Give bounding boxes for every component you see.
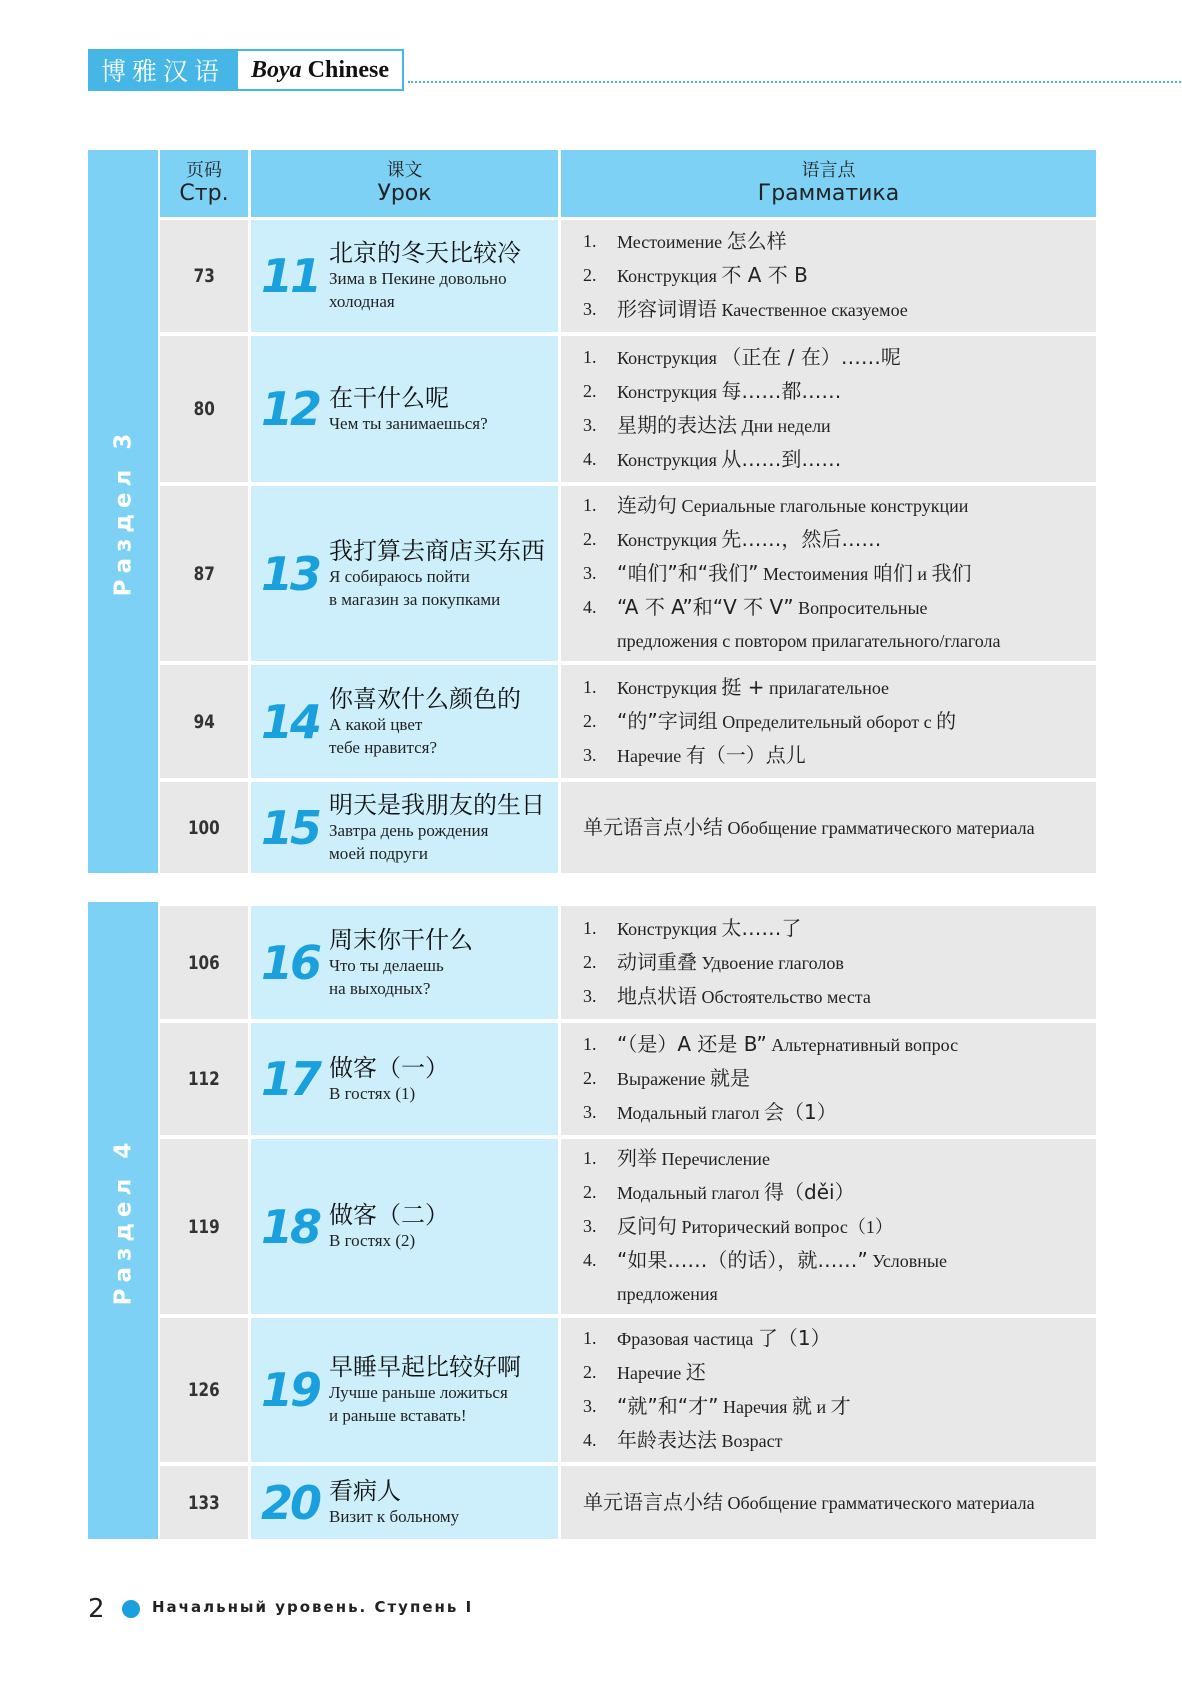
grammar-term-ru: Удвоение глаголов — [701, 952, 844, 973]
grammar-item — [583, 1096, 1096, 1130]
lesson-titles — [329, 1200, 449, 1253]
lesson-cell — [251, 220, 558, 332]
grammar-item-number: 3. — [583, 1102, 597, 1122]
grammar-term-ru: Наречие — [617, 1363, 682, 1383]
grammar-term-cn: 连动句 — [617, 493, 677, 517]
grammar-item — [583, 1322, 1096, 1356]
brand-banner — [88, 49, 404, 91]
table-row — [160, 336, 1096, 482]
brand-english-italic: Boya — [250, 56, 302, 83]
grammar-cell — [561, 220, 1096, 332]
page-number-value: 133 — [188, 1491, 220, 1514]
section-3-bar — [88, 150, 158, 873]
grammar-item-text — [617, 946, 844, 980]
grammar-term-ru: Альтернативный вопрос — [771, 1035, 959, 1055]
grammar-cell — [561, 782, 1096, 873]
lesson-number: 19 — [260, 1363, 319, 1417]
lesson-title-ru: Лучше раньше ложиться и раньше вставать! — [329, 1383, 508, 1425]
grammar-term-ru: Модальный глагол — [617, 1103, 760, 1123]
lesson-title-ru: Чем ты занимаешься? — [329, 413, 488, 433]
page-number-value: 80 — [193, 398, 215, 420]
grammar-item — [583, 1176, 1096, 1210]
grammar-item — [583, 293, 1096, 327]
grammar-item — [583, 375, 1096, 409]
grammar-term-cn: 得（děi） — [764, 1180, 855, 1204]
grammar-item-text — [617, 523, 881, 557]
grammar-term-cn: 先……，然后…… — [721, 527, 882, 551]
lesson-title-cn: 北京的冬天比较冷 — [329, 239, 521, 268]
grammar-item — [583, 225, 1096, 259]
grammar-item-text — [617, 259, 808, 293]
grammar-item — [583, 1244, 1096, 1278]
page-cell — [160, 665, 248, 778]
section-3-label: Раздел 3 — [110, 427, 136, 596]
page-number: 2 — [88, 1594, 105, 1624]
grammar-term-ru: Обстоятельство места — [701, 986, 871, 1007]
grammar-item-number: 3. — [583, 1216, 597, 1236]
page-number-value: 87 — [193, 562, 215, 585]
grammar-term-ru: Конструкция — [617, 450, 717, 470]
grammar-item-number: 1. — [583, 1148, 597, 1168]
grammar-term-cn: “A 不 A”和“V 不 V” — [617, 595, 794, 619]
grammar-summary — [583, 1487, 1096, 1519]
grammar-term-cn: 太……了 — [721, 915, 802, 940]
lesson-number: 12 — [260, 382, 319, 436]
table-row — [160, 1023, 1096, 1135]
grammar-item-number: 3. — [583, 299, 597, 319]
grammar-item-text — [617, 1322, 831, 1356]
grammar-item-text — [617, 912, 801, 946]
lesson-title-cn: 做客（一） — [329, 1053, 449, 1082]
grammar-item-number: 4. — [583, 1430, 597, 1450]
lesson-title-ru: Я собираюсь пойти в магазин за покупками — [329, 566, 501, 609]
grammar-term-ru: Конструкция — [617, 530, 717, 550]
grammar-item-number: 3. — [583, 985, 597, 1006]
page-cell — [160, 782, 248, 873]
grammar-summary-ru: Обобщение грамматического материала — [727, 1492, 1035, 1513]
lesson-number: 13 — [260, 546, 319, 601]
grammar-item-text — [617, 591, 928, 625]
table-row — [160, 906, 1096, 1019]
grammar-item — [583, 259, 1096, 293]
grammar-term-cn: 就是 — [710, 1066, 751, 1090]
grammar-term-cn: 地点状语 — [617, 983, 697, 1008]
grammar-term-cn: 的 — [936, 708, 957, 733]
grammar-term-cn: “（是）A 还是 B” — [617, 1032, 767, 1056]
lesson-titles — [329, 790, 545, 866]
table-row — [160, 665, 1096, 778]
grammar-term-cn: “如果……（的话），就……” — [617, 1248, 868, 1272]
grammar-item-text — [617, 1244, 947, 1278]
grammar-item-text — [617, 341, 901, 375]
grammar-term-ru: Риторический вопрос（1） — [681, 1217, 893, 1237]
grammar-term-cn: 挺 + — [721, 674, 765, 699]
lesson-title-cn: 早睡早起比较好啊 — [329, 1353, 521, 1382]
lesson-title-ru: Завтра день рождения моей подруги — [329, 820, 489, 863]
grammar-item — [583, 912, 1096, 946]
column-lesson-cn: 课文 — [386, 159, 423, 181]
section-4-label: Раздел 4 — [110, 1136, 136, 1305]
grammar-item — [583, 489, 1096, 523]
grammar-item-text — [617, 225, 787, 259]
grammar-term-ru: Конструкция — [617, 266, 717, 286]
page-cell — [160, 1318, 248, 1462]
lesson-title-cn: 在干什么呢 — [329, 383, 449, 412]
column-page-ru: Стр. — [179, 181, 229, 207]
footer-level-text: Начальный уровень. Ступень I — [152, 1598, 474, 1616]
grammar-term-ru: Фразовая частица — [617, 1329, 754, 1349]
lesson-number: 16 — [260, 935, 319, 990]
lesson-cell — [251, 782, 558, 873]
grammar-term-ru: Дни недели — [741, 416, 831, 436]
grammar-summary-cn: 单元语言点小结 — [583, 814, 723, 839]
grammar-term-cn: 列举 — [617, 1146, 657, 1170]
grammar-item-text — [617, 671, 889, 705]
grammar-item-number: 2. — [583, 381, 597, 401]
grammar-term-ru: Определительный оборот с — [722, 711, 932, 732]
page-number-value: 73 — [193, 265, 215, 287]
grammar-term-cn: 星期的表达法 — [617, 413, 737, 437]
grammar-term-cn: “的”字词组 — [617, 708, 718, 733]
page-cell — [160, 220, 248, 332]
grammar-term-ru: Конструкция — [617, 918, 717, 939]
page-number-value: 100 — [188, 816, 220, 839]
grammar-cell — [561, 1023, 1096, 1135]
grammar-term-cn: 反问句 — [617, 1214, 677, 1238]
grammar-term-cn: 从……到…… — [721, 447, 842, 471]
grammar-item-number: 1. — [583, 495, 597, 515]
page-cell — [160, 336, 248, 482]
grammar-item-text — [617, 1424, 782, 1458]
page-number-value: 94 — [193, 710, 215, 733]
grammar-item-number: 1. — [583, 1328, 597, 1348]
grammar-term-cn: 动词重叠 — [617, 949, 697, 974]
lesson-title-cn: 看病人 — [329, 1477, 401, 1506]
grammar-item — [583, 409, 1096, 443]
grammar-item — [583, 705, 1096, 739]
page-number-value: 119 — [188, 1215, 220, 1238]
column-header-lesson — [251, 150, 558, 217]
grammar-term-ru: и — [816, 1397, 827, 1417]
grammar-item-text — [617, 1356, 706, 1390]
grammar-term-cn: 年龄表达法 — [617, 1428, 717, 1452]
grammar-term-cn: （正在 / 在）……呢 — [721, 345, 901, 369]
lesson-title-cn: 周末你干什么 — [329, 925, 473, 954]
brand-chinese-title: 博雅汉语 — [88, 49, 238, 91]
lesson-titles — [329, 925, 473, 1001]
grammar-item — [583, 1142, 1096, 1176]
page-number-value: 126 — [188, 1379, 220, 1401]
grammar-item-number: 1. — [583, 917, 597, 938]
lesson-number: 18 — [260, 1199, 319, 1254]
grammar-cell — [561, 1466, 1096, 1539]
lesson-cell — [251, 486, 558, 661]
grammar-term-ru: Вопросительные — [798, 598, 928, 618]
page-cell — [160, 1466, 248, 1539]
grammar-cell — [561, 1318, 1096, 1462]
grammar-item — [583, 1062, 1096, 1096]
lesson-cell — [251, 1466, 558, 1539]
grammar-item — [583, 1390, 1096, 1424]
grammar-item — [583, 739, 1096, 773]
grammar-term-cn: 怎么样 — [726, 229, 787, 253]
grammar-term-ru: Конструкция — [617, 677, 717, 698]
grammar-term-cn: 形容词谓语 — [617, 297, 717, 321]
lesson-title-cn: 我打算去商店买东西 — [329, 536, 545, 565]
grammar-term-cn: 不 A 不 B — [721, 263, 808, 287]
grammar-item — [583, 980, 1096, 1014]
grammar-item-text — [617, 375, 841, 409]
grammar-item — [583, 557, 1096, 591]
grammar-term-cn: 咱们 — [872, 561, 913, 585]
grammar-item-number: 2. — [583, 1182, 597, 1202]
page-cell — [160, 1139, 248, 1314]
lesson-title-ru: Что ты делаешь на выходных? — [329, 955, 444, 998]
grammar-term-cn: 每……都…… — [721, 379, 842, 403]
grammar-item — [583, 523, 1096, 557]
grammar-item-continuation: предложения с повтором прилагательного/глагола — [617, 631, 1001, 651]
grammar-term-ru: Модальный глагол — [617, 1183, 760, 1203]
grammar-item-number: 3. — [583, 415, 597, 435]
grammar-term-ru: Конструкция — [617, 348, 717, 368]
lesson-number: 20 — [260, 1475, 319, 1530]
grammar-cell — [561, 486, 1096, 661]
table-row — [160, 486, 1096, 661]
grammar-term-ru: Местоимение — [617, 232, 723, 252]
grammar-term-cn: 有（一）点儿 — [685, 742, 806, 767]
grammar-item-number: 2. — [583, 1068, 597, 1088]
lesson-title-ru: В гостях (1) — [329, 1083, 416, 1103]
grammar-term-ru: Наречие — [617, 745, 682, 766]
header-dotted-rule — [408, 81, 1182, 83]
page-cell — [160, 486, 248, 661]
lesson-titles — [329, 238, 521, 314]
grammar-term-ru: Возраст — [721, 1431, 783, 1451]
grammar-summary-ru: Обобщение грамматического материала — [727, 817, 1035, 838]
grammar-cell — [561, 1139, 1096, 1314]
lesson-cell — [251, 665, 558, 778]
grammar-item-text — [617, 409, 831, 443]
grammar-term-cn: “就”和“才” — [617, 1394, 719, 1418]
grammar-item-text — [617, 739, 806, 773]
table-row — [160, 220, 1096, 332]
column-header-page — [160, 150, 248, 217]
grammar-summary-cn: 单元语言点小结 — [583, 1489, 723, 1514]
grammar-item — [583, 443, 1096, 477]
lesson-cell — [251, 1318, 558, 1462]
grammar-term-cn: 才 — [830, 1394, 851, 1418]
grammar-item-text — [617, 1096, 837, 1130]
lesson-cell — [251, 1023, 558, 1135]
table-row — [160, 1466, 1096, 1539]
grammar-item-number: 1. — [583, 231, 597, 251]
grammar-item-text — [617, 1176, 855, 1210]
grammar-item-text — [617, 1028, 958, 1062]
grammar-item — [583, 1424, 1096, 1458]
lesson-titles — [329, 536, 545, 612]
grammar-item-number: 3. — [583, 563, 597, 583]
grammar-item — [583, 946, 1096, 980]
lesson-title-ru: Визит к больному — [329, 1507, 460, 1527]
column-grammar-cn: 语言点 — [801, 159, 856, 181]
lesson-titles — [329, 1053, 449, 1106]
lesson-title-ru: Зима в Пекине довольно холодная — [329, 269, 507, 311]
grammar-item-number: 2. — [583, 951, 597, 972]
grammar-item-number: 2. — [583, 265, 597, 285]
grammar-item-text — [617, 1142, 770, 1176]
lesson-title-cn: 明天是我朋友的生日 — [329, 790, 545, 819]
grammar-item-number: 3. — [583, 1396, 597, 1416]
grammar-item-text — [617, 1390, 851, 1424]
grammar-term-ru: Наречия — [722, 1397, 788, 1417]
grammar-item-text — [617, 557, 971, 591]
grammar-item-text — [617, 705, 956, 739]
grammar-cell — [561, 336, 1096, 482]
lesson-titles — [329, 1476, 459, 1529]
lesson-titles — [329, 383, 488, 436]
lesson-cell — [251, 336, 558, 482]
lesson-title-cn: 做客（二） — [329, 1201, 449, 1230]
grammar-item — [583, 671, 1096, 705]
grammar-term-cn: 会（1） — [764, 1100, 837, 1124]
page-cell — [160, 1023, 248, 1135]
grammar-term-cn: “咱们”和“我们” — [617, 561, 759, 585]
lesson-titles — [329, 684, 521, 760]
grammar-item-text — [617, 293, 908, 327]
grammar-term-ru: Качественное сказуемое — [721, 300, 908, 320]
grammar-item-number: 3. — [583, 744, 597, 765]
footer-dot-icon — [122, 1600, 140, 1618]
lesson-title-cn: 你喜欢什么颜色的 — [329, 684, 521, 713]
page-number-value: 106 — [188, 951, 220, 974]
column-grammar-ru: Грамматика — [757, 181, 900, 207]
grammar-term-cn: 还 — [685, 1360, 706, 1384]
table-row — [160, 1139, 1096, 1314]
grammar-term-cn: 了（1） — [757, 1326, 831, 1350]
brand-english-word: Chinese — [307, 56, 389, 83]
grammar-term-ru: Условные — [872, 1251, 948, 1271]
grammar-item-text — [617, 1210, 893, 1244]
grammar-cell — [561, 665, 1096, 778]
lesson-cell — [251, 1139, 558, 1314]
grammar-item-number: 4. — [583, 597, 597, 617]
page-cell — [160, 906, 248, 1019]
grammar-item — [583, 341, 1096, 375]
grammar-item-number: 1. — [583, 1034, 597, 1054]
table-row — [160, 782, 1096, 873]
grammar-item-number: 2. — [583, 529, 597, 549]
grammar-item — [583, 591, 1096, 625]
grammar-item-number: 1. — [583, 676, 597, 697]
grammar-cell — [561, 906, 1096, 1019]
lesson-number: 17 — [260, 1052, 319, 1106]
lesson-titles — [329, 1352, 521, 1428]
column-header-grammar — [561, 150, 1096, 217]
grammar-term-ru: Местоимения — [762, 564, 869, 584]
grammar-term-ru: Выражение — [617, 1069, 706, 1089]
grammar-term-cn: 就 — [791, 1394, 812, 1418]
grammar-term-ru: прилагательное — [769, 677, 890, 698]
brand-english-title — [238, 49, 404, 91]
grammar-item-text — [617, 489, 968, 523]
grammar-item-text — [617, 980, 871, 1014]
column-lesson-ru: Урок — [377, 181, 432, 207]
lesson-title-ru: В гостях (2) — [329, 1231, 416, 1251]
grammar-item-text — [617, 1062, 750, 1096]
grammar-term-cn: 我们 — [931, 561, 972, 585]
grammar-item-number: 2. — [583, 710, 597, 731]
grammar-item — [583, 1210, 1096, 1244]
grammar-item — [583, 1028, 1096, 1062]
lesson-cell — [251, 906, 558, 1019]
grammar-summary — [583, 812, 1096, 844]
column-page-cn: 页码 — [186, 159, 222, 181]
grammar-item-text — [617, 443, 841, 477]
grammar-item-number: 1. — [583, 347, 597, 367]
grammar-item-number: 2. — [583, 1362, 597, 1382]
section-4-bar — [88, 902, 158, 1539]
grammar-item — [583, 1356, 1096, 1390]
grammar-term-ru: Конструкция — [617, 382, 717, 402]
lesson-number: 14 — [260, 694, 319, 749]
grammar-term-ru: и — [917, 564, 927, 584]
grammar-term-ru: Перечисление — [661, 1149, 770, 1169]
lesson-number: 11 — [260, 249, 319, 303]
grammar-item-number: 4. — [583, 1250, 597, 1270]
page-number-value: 112 — [188, 1068, 220, 1090]
grammar-item-continuation: предложения — [617, 1284, 718, 1304]
lesson-title-ru: А какой цвет тебе нравится? — [329, 714, 438, 757]
lesson-number: 15 — [260, 800, 319, 855]
table-row — [160, 1318, 1096, 1462]
grammar-term-ru: Сериальные глагольные конструкции — [681, 496, 969, 516]
grammar-item-number: 4. — [583, 449, 597, 469]
